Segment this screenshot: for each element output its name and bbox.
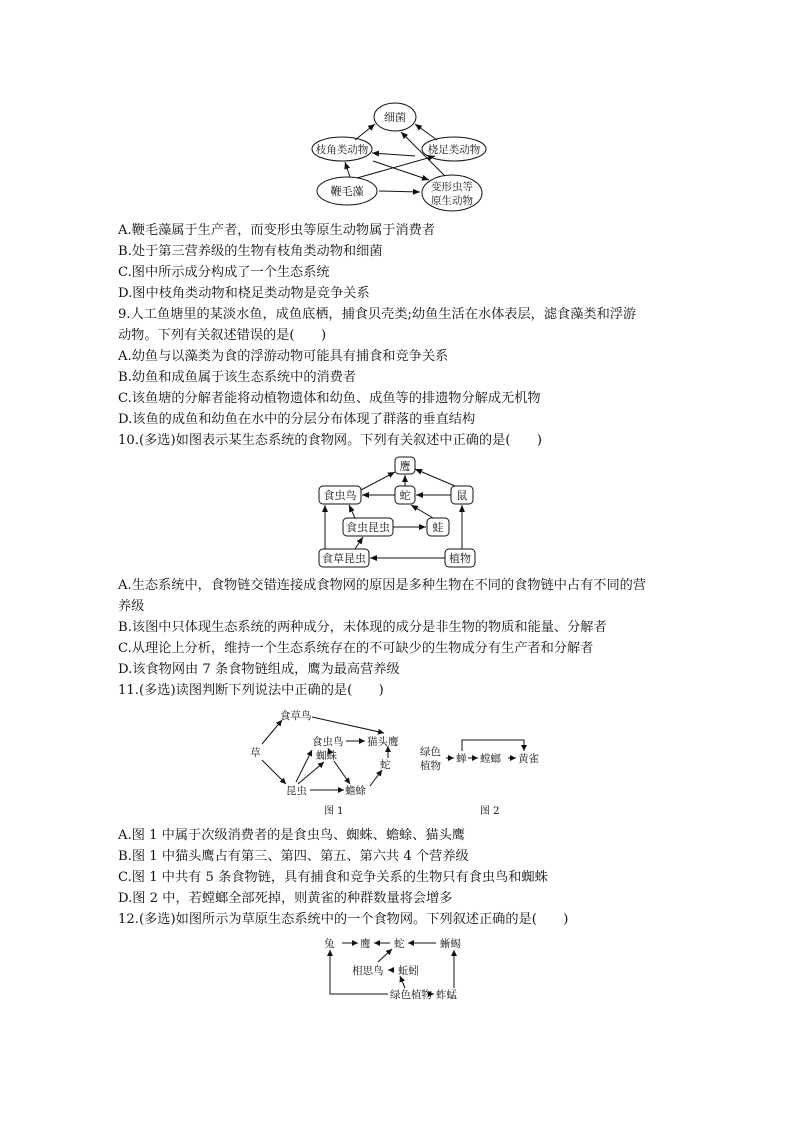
q11-option-d: D.图 2 中，若螳螂全部死掉，则黄雀的种群数量将会增多 (118, 891, 453, 906)
label-grass: 草 (250, 747, 261, 759)
label-lizard: 蜥蜴 (440, 938, 461, 950)
label-plant: 植物 (449, 552, 471, 565)
q9-option-b: B.幼鱼和成鱼属于该生态系统中的消费者 (118, 370, 357, 385)
q9-stem-line1: 9.人工鱼塘里的某淡水鱼，成鱼底栖，捕食贝壳类;幼鱼生活在水体表层，滤食藻类和浮游 (118, 307, 637, 322)
label-acacia-bird: 相思鸟 (352, 965, 384, 977)
label-frog: 蛙 (432, 521, 444, 534)
q9-option-d: D.该鱼的成鱼和幼鱼在水中的分层分布体现了群落的垂直结构 (118, 412, 476, 427)
label-amoeba-line2: 原生动物 (431, 195, 473, 207)
label-copepoda: 桡足类动物 (427, 144, 481, 156)
label-green-plant: 绿色植物 (390, 989, 432, 1001)
label-insect: 昆虫 (286, 785, 307, 797)
q10-stem: 10.(多选)如图表示某生态系统的食物网。下列有关叙述中正确的是( ) (118, 433, 542, 448)
q11-figure-1 (248, 704, 423, 819)
label-eagle: 鹰 (360, 938, 371, 950)
label-cicada: 蝉 (456, 753, 467, 765)
q9-option-c: C.该鱼塘的分解者能将动植物遗体和幼鱼、成鱼等的排遗物分解成无机物 (118, 391, 541, 406)
q11-option-a: A.图 1 中属于次级消费者的是食虫鸟、蜘蛛、蟾蜍、猫头鹰 (118, 828, 465, 843)
q8-option-b: B.处于第三营养级的生物有枝角类动物和细菌 (118, 244, 383, 259)
label-earthworm: 蚯蚓 (398, 965, 419, 977)
q10-option-a-line1: A.生态系统中，食物链交错连接成食物网的原因是多种生物在不同的食物链中占有不同的营 (118, 578, 647, 593)
q12-food-web-diagram (322, 932, 482, 1004)
q9-option-a: A.幼鱼与以藻类为食的浮游动物可能具有捕食和竞争关系 (118, 349, 449, 364)
label-euglena: 鞭毛藻 (330, 185, 364, 198)
q8-option-d: D.图中枝角类动物和桡足类动物是竞争关系 (118, 286, 370, 301)
q10-option-d: D.该食物网由 7 条食物链组成，鹰为最高营养级 (118, 662, 400, 677)
label-amoeba-line1: 变形虫等 (431, 181, 473, 193)
q8-food-web-diagram (305, 98, 505, 213)
label-insectivorous-bird: 食虫鸟 (312, 736, 344, 748)
q9-stem-line2: 动物。下列有关叙述错误的是( ) (118, 328, 327, 343)
q12-stem: 12.(多选)如图所示为草原生态系统中的一个食物网。下列叙述正确的是( ) (118, 912, 569, 927)
label-green-plant-line1: 绿色 (420, 746, 441, 758)
label-cladocera: 枝角类动物 (315, 144, 369, 156)
label-herbivorous-insect: 食草昆虫 (322, 552, 366, 565)
label-green-plant-line2: 植物 (420, 760, 441, 772)
label-mantis: 螳螂 (480, 753, 501, 765)
q10-option-a-line2: 养级 (118, 599, 145, 614)
q10-food-web-diagram (315, 455, 485, 570)
label-rabbit: 兔 (324, 938, 335, 950)
label-bacteria: 细菌 (384, 111, 406, 124)
label-grasshopper: 蚱蜢 (436, 989, 457, 1001)
label-spider: 蜘蛛 (316, 750, 337, 762)
label-oriole: 黄雀 (518, 753, 539, 765)
q8-option-c: C.图中所示成分构成了一个生态系统 (118, 265, 330, 280)
q10-option-c: C.从理论上分析，维持一个生态系统存在的不可缺少的生物成分有生产者和分解者 (118, 641, 594, 656)
q11-option-c: C.图 1 中共有 5 条食物链，具有捕食和竞争关系的生物只有食虫鸟和蜘蛛 (118, 870, 548, 885)
label-insectivorous-bird: 食虫鸟 (323, 489, 357, 502)
label-toad: 蟾蜍 (345, 785, 366, 797)
q11-figure-2 (420, 724, 550, 819)
figure1-caption: 图 1 (324, 806, 344, 817)
label-snake: 蛇 (380, 759, 391, 771)
label-insectivorous-insect: 食虫昆虫 (346, 521, 390, 534)
q11-option-b: B.图 1 中猫头鹰占有第三、第四、第五、第六共 4 个营养级 (118, 849, 469, 864)
label-owl: 猫头鹰 (367, 736, 399, 748)
label-herbivorous-bird: 食草鸟 (280, 710, 312, 722)
q10-option-b: B.该图中只体现生态系统的两种成分，未体现的成分是非生物的物质和能量、分解者 (118, 620, 607, 635)
label-snake: 蛇 (394, 938, 405, 950)
label-eagle: 鹰 (399, 460, 411, 473)
q8-option-a: A.鞭毛藻属于生产者，而变形虫等原生动物属于消费者 (118, 223, 436, 238)
q11-stem: 11.(多选)读图判断下列说法中正确的是( ) (118, 683, 384, 698)
figure2-caption: 图 2 (480, 806, 500, 817)
label-snake: 蛇 (399, 489, 411, 502)
label-mouse: 鼠 (456, 489, 468, 502)
